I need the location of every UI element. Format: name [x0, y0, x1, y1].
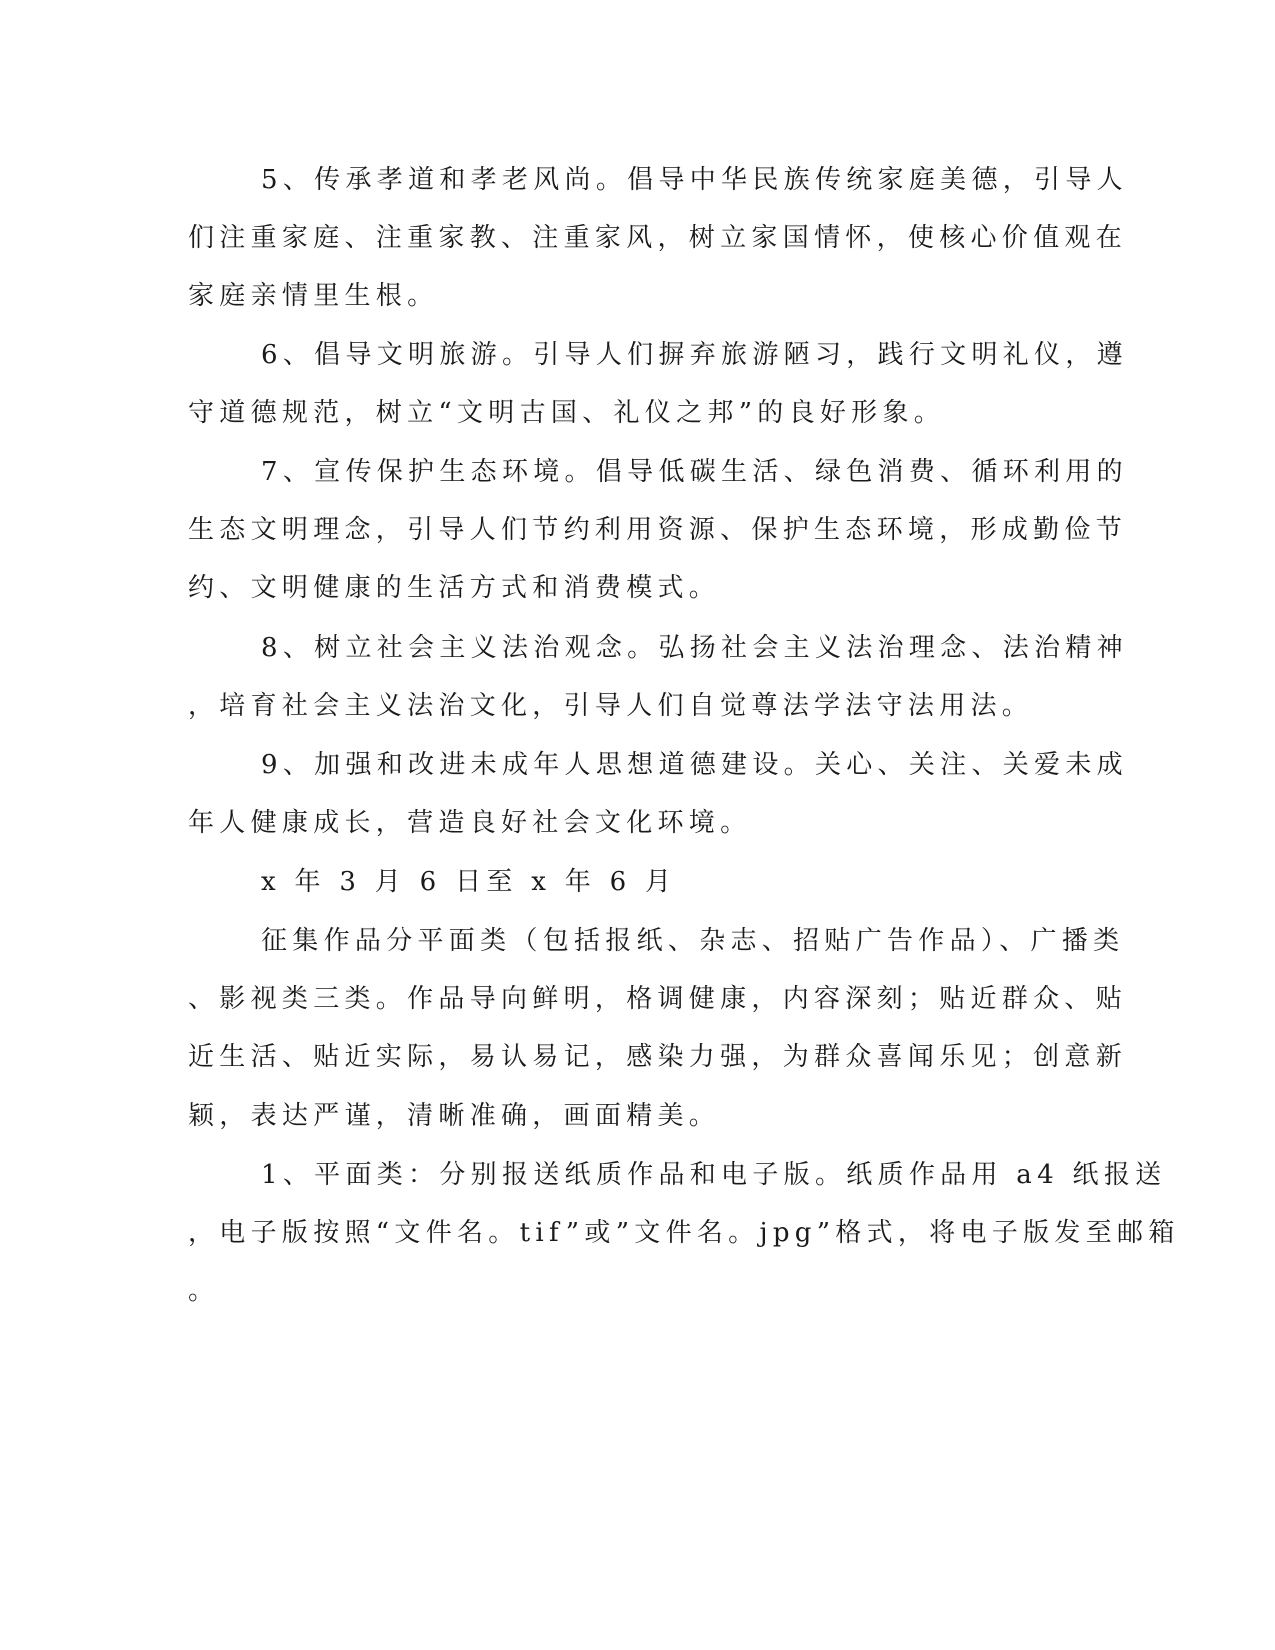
paragraph-7-line-1: 7、宣传保护生态环境。倡导低碳生活、绿色消费、循环利用的 [261, 457, 1128, 487]
paragraph-5-line-2: 们注重家庭、注重家教、注重家风，树立家国情怀，使核心价值观在 [188, 223, 1128, 253]
paragraph-9-line-1: 9、加强和改进未成年人思想道德建设。关心、关注、关爱未成 [261, 750, 1128, 780]
works-paragraph-line-1: 征集作品分平面类（包括报纸、杂志、招贴广告作品）、广播类 [261, 926, 1125, 956]
paragraph-6-line-2: 守道德规范，树立“文明古国、礼仪之邦”的良好形象。 [188, 398, 946, 428]
works-paragraph-line-3: 近生活、贴近实际，易认易记，感染力强，为群众喜闻乐见；创意新 [188, 1042, 1128, 1072]
paragraph-7-line-3: 约、文明健康的生活方式和消费模式。 [188, 573, 721, 603]
paragraph-9-line-2: 年人健康成长，营造良好社会文化环境。 [188, 808, 752, 838]
date-range-line: x 年 3 月 6 日至 x 年 6 月 [261, 867, 677, 897]
paragraph-7-line-2: 生态文明理念，引导人们节约利用资源、保护生态环境，形成勤俭节 [188, 515, 1128, 545]
works-paragraph-line-2: 、影视类三类。作品导向鲜明，格调健康，内容深刻；贴近群众、贴 [188, 984, 1128, 1014]
works-paragraph-line-4: 颖，表达严谨，清晰准确，画面精美。 [188, 1101, 721, 1131]
print-category-line-3: 。 [188, 1276, 220, 1306]
paragraph-8-line-1: 8、树立社会主义法治观念。弘扬社会主义法治理念、法治精神 [261, 633, 1128, 663]
paragraph-8-line-2: ，培育社会主义法治文化，引导人们自觉尊法学法守法用法。 [188, 691, 1034, 721]
print-category-line-2: ，电子版按照“文件名。tif”或”文件名。jpg”格式，将电子版发至邮箱 [188, 1218, 1180, 1248]
paragraph-6-line-1: 6、倡导文明旅游。引导人们摒弃旅游陋习，践行文明礼仪，遵 [261, 340, 1128, 370]
paragraph-5-line-1: 5、传承孝道和孝老风尚。倡导中华民族传统家庭美德，引导人 [261, 165, 1128, 195]
paragraph-5-line-3: 家庭亲情里生根。 [188, 281, 439, 311]
print-category-line-1: 1、平面类：分别报送纸质作品和电子版。纸质作品用 a4 纸报送 [261, 1160, 1167, 1190]
